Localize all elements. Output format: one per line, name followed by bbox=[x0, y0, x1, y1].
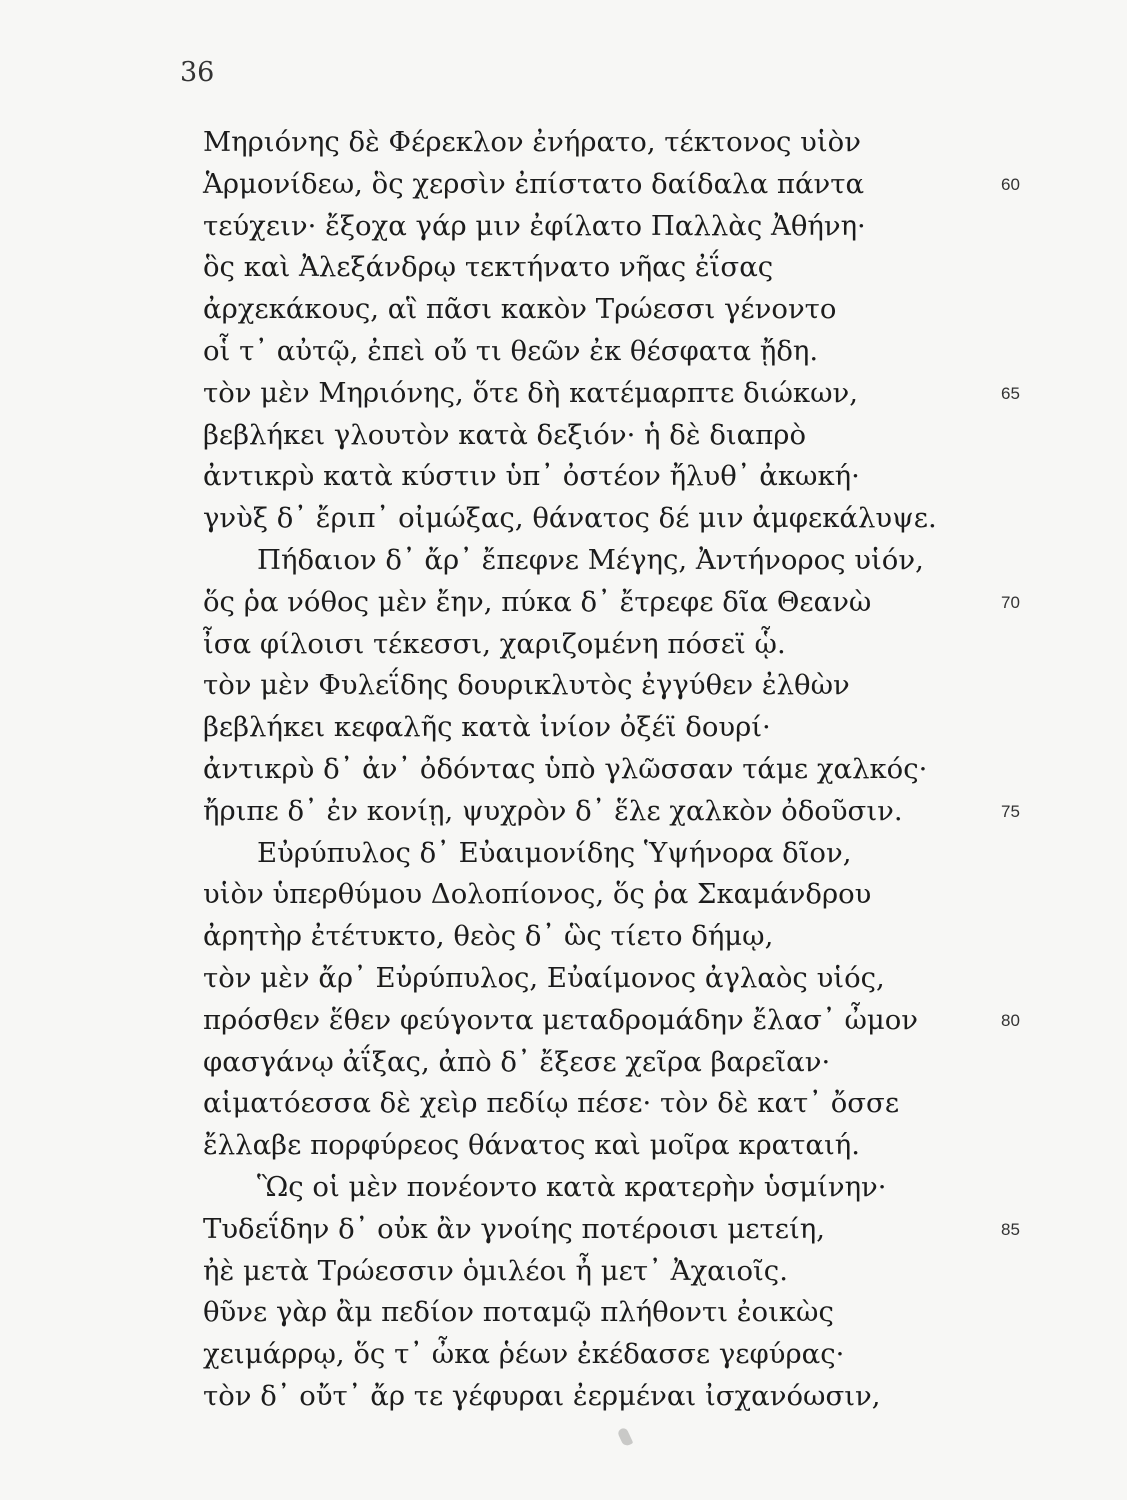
verse-text: Ὣς οἱ μὲν πονέοντο κατὰ κρατερὴν ὑσμίνην· bbox=[257, 1170, 887, 1203]
verse-text: τὸν μὲν ἄρ᾽ Εὐρύπυλος, Εὐαίμονος ἀγλαὸς υἱός, bbox=[203, 961, 885, 994]
verse-line bbox=[203, 1000, 1033, 1042]
line-number: 85 bbox=[1001, 1219, 1020, 1239]
verse-line bbox=[203, 624, 1033, 666]
verse-line bbox=[203, 415, 1033, 457]
verse-line bbox=[203, 749, 1033, 791]
verse-line bbox=[203, 1042, 1033, 1084]
poem-text bbox=[203, 122, 1033, 1418]
line-number: 80 bbox=[1001, 1010, 1020, 1030]
verse-line bbox=[203, 289, 1033, 331]
verse-text: ὅς ῥα νόθος μὲν ἔην, πύκα δ᾽ ἔτρεφε δῖα Θεανὼ bbox=[203, 585, 872, 618]
verse-text: Τυδεΐδην δ᾽ οὐκ ἂν γνοίης ποτέροισι μετείη, bbox=[203, 1212, 825, 1245]
verse-text: πρόσθεν ἕθεν φεύγοντα μεταδρομάδην ἔλασ᾽ ὦμον bbox=[203, 1003, 919, 1036]
verse-line bbox=[203, 791, 1033, 833]
verse-line bbox=[203, 833, 1033, 875]
verse-line bbox=[203, 247, 1033, 289]
verse-text: Μηριόνης δὲ Φέρεκλον ἐνήρατο, τέκτονος υἱὸν bbox=[203, 126, 861, 158]
verse-line bbox=[203, 1251, 1033, 1293]
verse-line bbox=[203, 958, 1033, 1000]
verse-line bbox=[203, 1292, 1033, 1334]
verse-line bbox=[203, 456, 1033, 498]
verse-text: ἀρητὴρ ἐτέτυκτο, θεὸς δ᾽ ὣς τίετο δήμῳ, bbox=[203, 920, 774, 953]
verse-text: ὃς καὶ Ἀλεξάνδρῳ τεκτήνατο νῆας ἐΐσας bbox=[203, 251, 774, 284]
verse-text: Εὐρύπυλος δ᾽ Εὐαιμονίδης Ὑψήνορα δῖον, bbox=[257, 836, 852, 869]
verse-line bbox=[203, 1209, 1033, 1251]
verse-line bbox=[203, 1376, 1033, 1418]
line-number: 70 bbox=[1001, 592, 1020, 612]
verse-line bbox=[203, 331, 1033, 373]
page-number: 36 bbox=[180, 57, 215, 88]
verse-text: Ἁρμονίδεω, ὃς χερσὶν ἐπίστατο δαίδαλα πάντα bbox=[203, 167, 865, 200]
verse-text: αἱματόεσσα δὲ χεὶρ πεδίῳ πέσε· τὸν δὲ κατ᾽ ὄσσε bbox=[203, 1087, 900, 1120]
verse-text: ἠὲ μετὰ Τρώεσσιν ὁμιλέοι ἦ μετ᾽ Ἀχαιοῖς. bbox=[203, 1254, 788, 1287]
verse-text: ἤριπε δ᾽ ἐν κονίῃ, ψυχρὸν δ᾽ ἕλε χαλκὸν ὀδοῦσιν. bbox=[203, 794, 903, 827]
verse-line bbox=[203, 665, 1033, 707]
verse-text: φασγάνῳ ἀΐξας, ἀπὸ δ᾽ ἔξεσε χεῖρα βαρεῖαν· bbox=[203, 1045, 831, 1078]
verse-line bbox=[203, 206, 1033, 248]
verse-text: οἷ τ᾽ αὐτῷ, ἐπεὶ οὔ τι θεῶν ἐκ θέσφατα ᾔδη. bbox=[203, 334, 819, 367]
verse-text: τὸν δ᾽ οὔτ᾽ ἄρ τε γέφυραι ἐερμέναι ἰσχανόωσιν, bbox=[203, 1379, 881, 1412]
verse-text: τὸν μὲν Φυλεΐδης δουρικλυτὸς ἐγγύθεν ἐλθὼν bbox=[203, 669, 850, 702]
verse-line bbox=[203, 540, 1033, 582]
verse-line bbox=[203, 1083, 1033, 1125]
verse-line bbox=[203, 582, 1033, 624]
line-number: 60 bbox=[1001, 174, 1020, 194]
verse-line bbox=[203, 1334, 1033, 1376]
verse-line bbox=[203, 1125, 1033, 1167]
verse-line bbox=[203, 707, 1033, 749]
verse-text: ἀρχεκάκους, αἳ πᾶσι κακὸν Τρώεσσι γένοντο bbox=[203, 293, 837, 326]
verse-text: θῦνε γὰρ ἂμ πεδίον ποταμῷ πλήθοντι ἐοικὼς bbox=[203, 1296, 834, 1329]
verse-line bbox=[203, 498, 1033, 540]
verse-text: τὸν μὲν Μηριόνης, ὅτε δὴ κατέμαρπτε διώκων, bbox=[203, 376, 859, 409]
verse-text: βεβλήκει γλουτὸν κατὰ δεξιόν· ἡ δὲ διαπρὸ bbox=[203, 418, 807, 451]
line-number: 75 bbox=[1001, 801, 1020, 821]
verse-text: χειμάρρῳ, ὅς τ᾽ ὦκα ῥέων ἐκέδασσε γεφύρας· bbox=[203, 1338, 845, 1371]
verse-text: τεύχειν· ἔξοχα γάρ μιν ἐφίλατο Παλλὰς Ἀθήνη· bbox=[203, 209, 866, 242]
verse-text: Πήδαιον δ᾽ ἄρ᾽ ἔπεφνε Μέγης, Ἀντήνορος υἱόν, bbox=[257, 543, 924, 576]
verse-line bbox=[203, 916, 1033, 958]
verse-line bbox=[203, 373, 1033, 415]
line-number: 65 bbox=[1001, 383, 1020, 403]
verse-line bbox=[203, 164, 1033, 206]
verse-text: υἱὸν ὑπερθύμου Δολοπίονος, ὅς ῥα Σκαμάνδρου bbox=[203, 878, 872, 911]
verse-line bbox=[203, 874, 1033, 916]
verse-text: βεβλήκει κεφαλῆς κατὰ ἰνίον ὀξέϊ δουρί· bbox=[203, 711, 771, 744]
verse-text: ἀντικρὺ κατὰ κύστιν ὑπ᾽ ὀστέον ἤλυθ᾽ ἀκωκή· bbox=[203, 460, 860, 493]
verse-text: ἔλλαβε πορφύρεος θάνατος καὶ μοῖρα κραταιή. bbox=[203, 1129, 860, 1162]
verse-text: ἶσα φίλοισι τέκεσσι, χαριζομένη πόσεϊ ᾧ. bbox=[203, 627, 786, 660]
verse-text: ἀντικρὺ δ᾽ ἀν᾽ ὀδόντας ὑπὸ γλῶσσαν τάμε χαλκός· bbox=[203, 752, 928, 785]
smudge-mark bbox=[617, 1427, 634, 1448]
verse-line bbox=[203, 122, 1033, 164]
verse-line bbox=[203, 1167, 1033, 1209]
verse-text: γνὺξ δ᾽ ἔριπ᾽ οἰμώξας, θάνατος δέ μιν ἀμφεκάλυψε. bbox=[203, 502, 937, 535]
